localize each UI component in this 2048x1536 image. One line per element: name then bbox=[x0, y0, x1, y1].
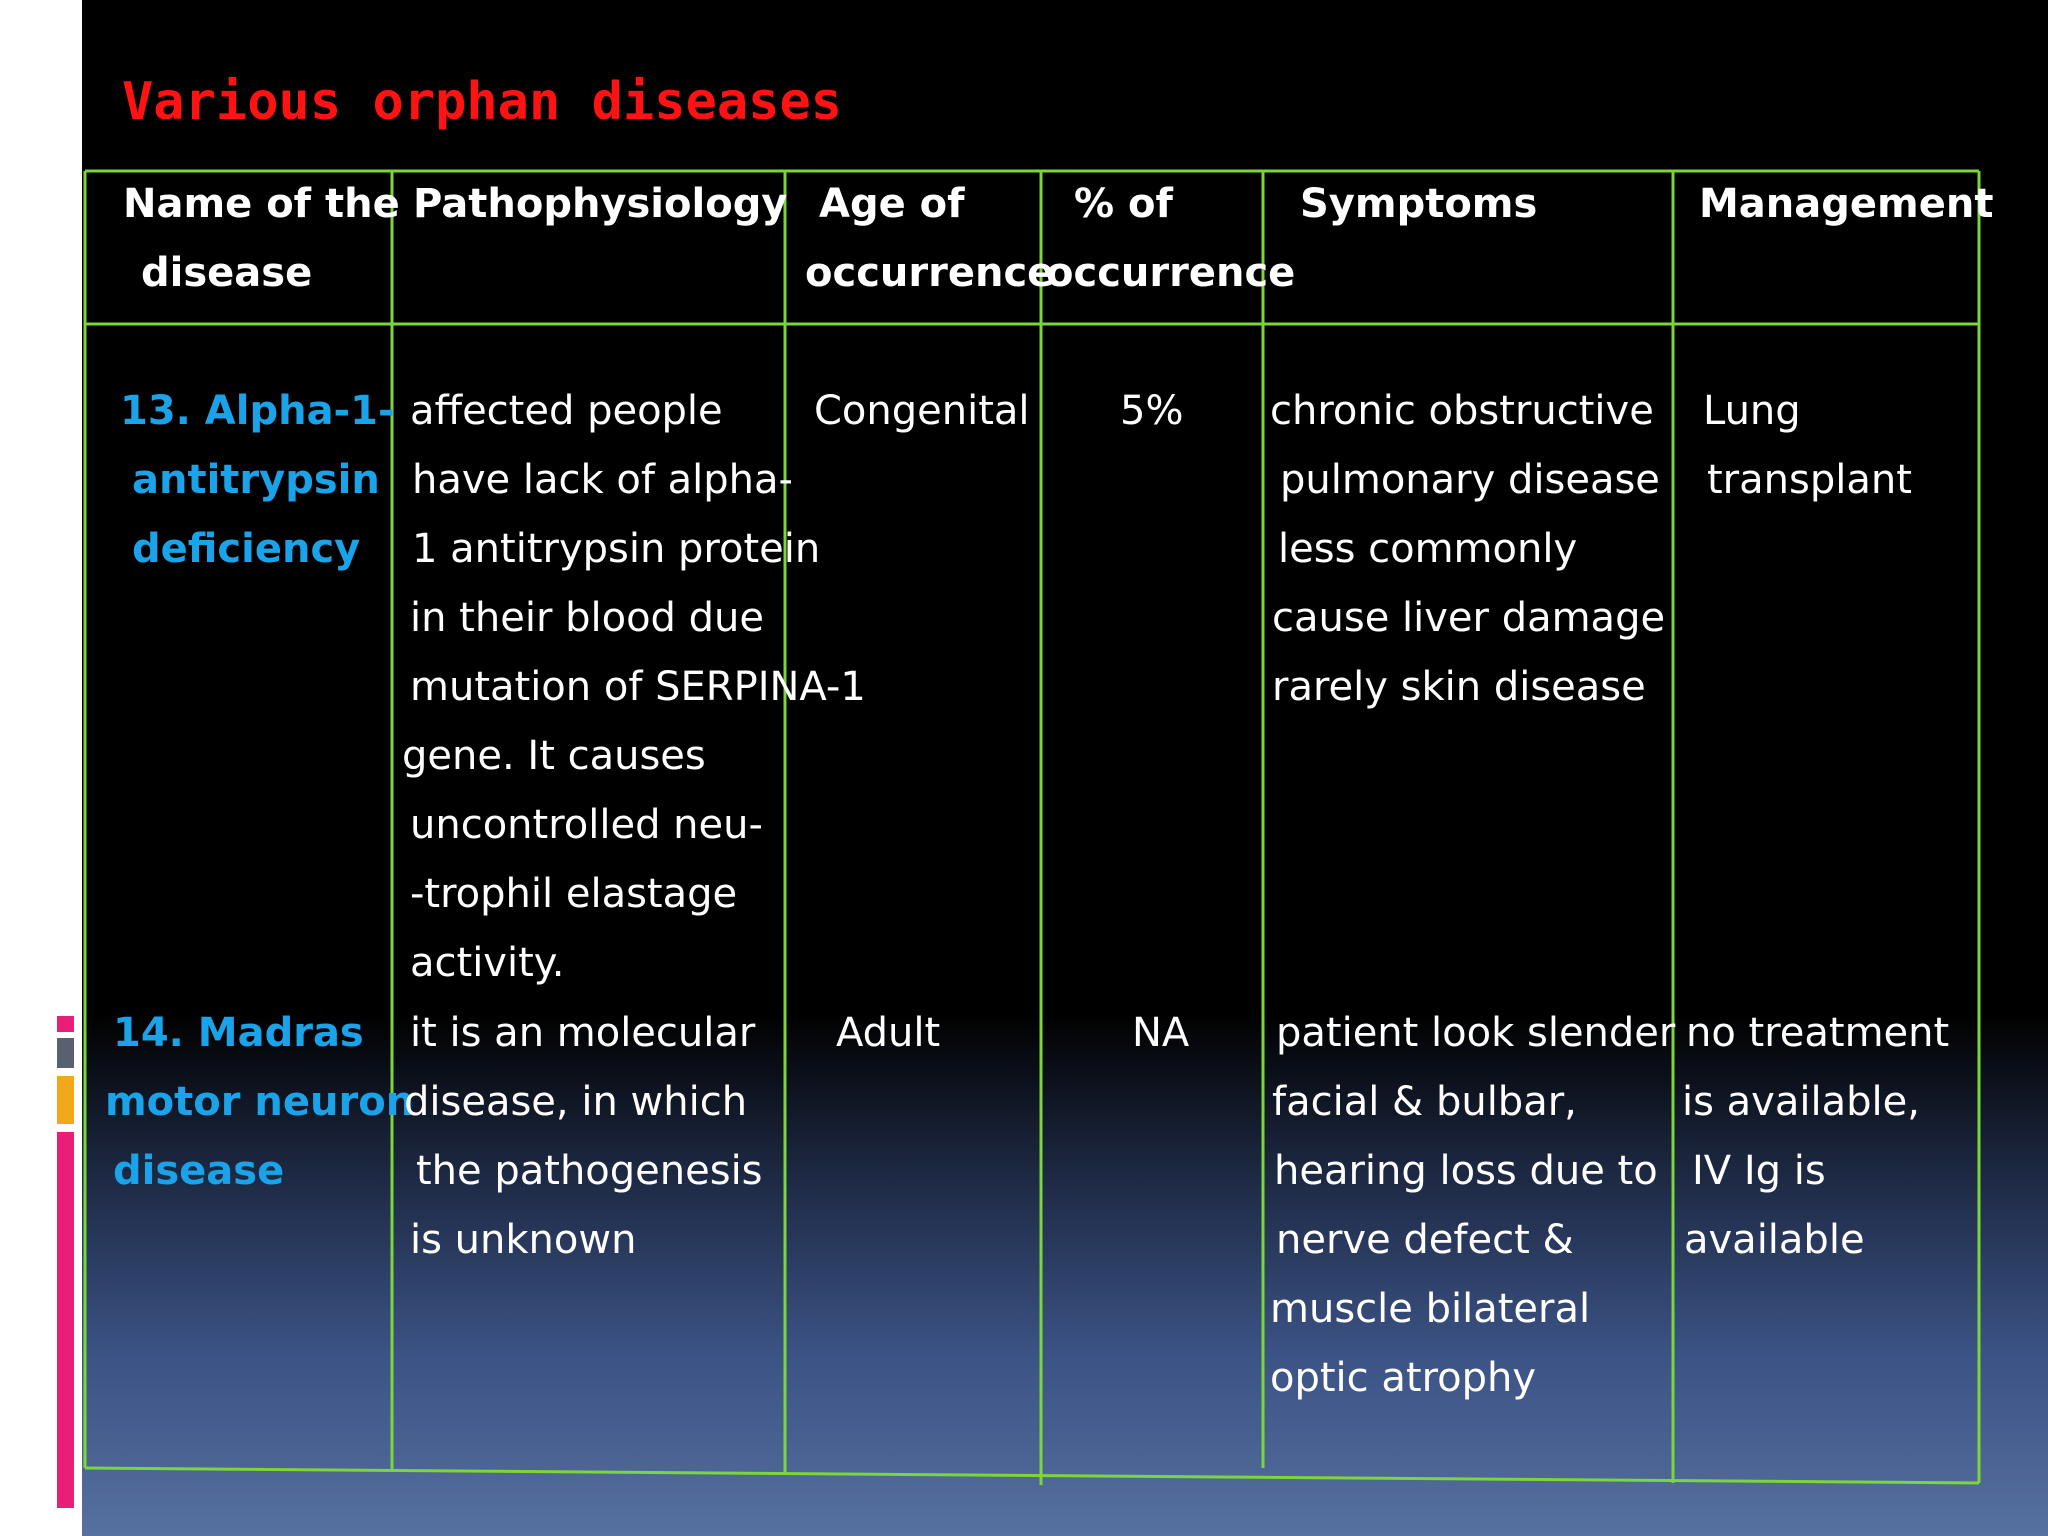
header-disease-name: Name of the disease bbox=[123, 181, 400, 296]
row-2-pathophysiology: it is an molecular disease, in which the pathogenesis is unknown bbox=[404, 1010, 763, 1263]
row-1-symptoms: chronic obstructive pulmonary disease less commonly cause liver damage rarely skin disease bbox=[1270, 388, 1666, 710]
row-1-pathophysiology: affected people have lack of alpha- 1 antitrypsin protein in their blood due mutation of SERPINA-1 gene. It causes uncontrolled neu- -trophil elastage activity. bbox=[402, 388, 866, 986]
row-2-disease-name: 14. Madras motor neuron disease bbox=[105, 1010, 415, 1194]
row-2-management: no treatment is available, IV Ig is available bbox=[1682, 1010, 1950, 1263]
header-age-of-occurrence: Age of occurrence bbox=[805, 181, 1055, 296]
row-1-disease-name: 13. Alpha-1- antitrypsin deficiency bbox=[120, 388, 395, 572]
header-pathophysiology: Pathophysiology bbox=[413, 181, 788, 227]
row-1-percent-of-occurrence: 5% bbox=[1120, 388, 1184, 434]
header-symptoms: Symptoms bbox=[1300, 181, 1538, 227]
header-management: Management bbox=[1699, 181, 1994, 227]
row-2-age-of-occurrence: Adult bbox=[836, 1010, 941, 1056]
row-2-percent-of-occurrence: NA bbox=[1132, 1010, 1190, 1056]
row-1-age-of-occurrence: Congenital bbox=[814, 388, 1030, 434]
header-percent-of-occurrence: % of occurrence bbox=[1046, 181, 1296, 296]
slide-title: Various orphan diseases bbox=[122, 72, 843, 132]
row-2-symptoms: patient look slender facial & bulbar, hearing loss due to nerve defect & muscle bilateral optic atrophy bbox=[1270, 1010, 1676, 1401]
row-1-management: Lung transplant bbox=[1703, 388, 1912, 503]
